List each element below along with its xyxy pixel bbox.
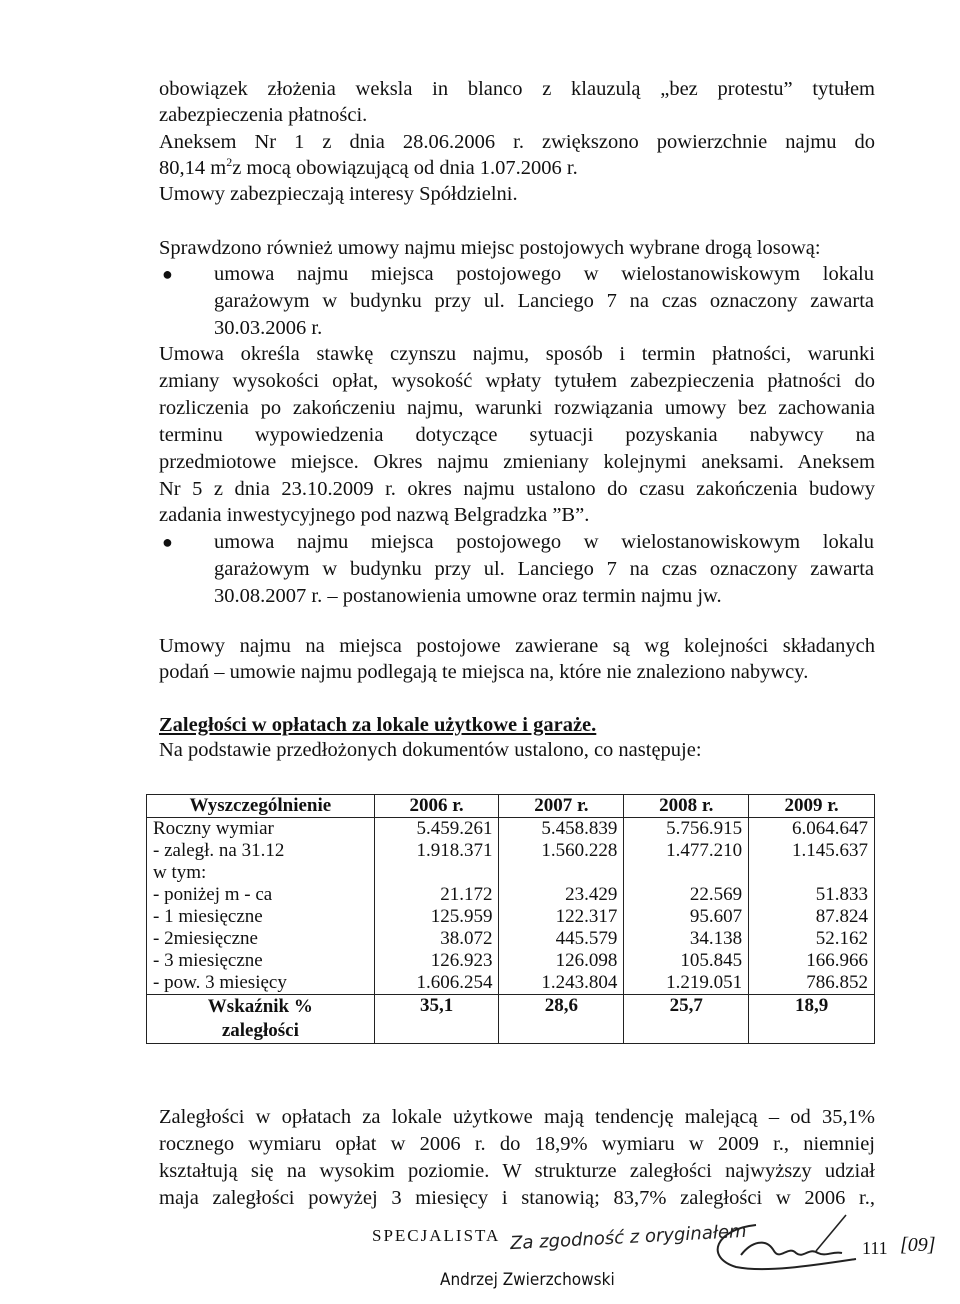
table-cell: 105.845 bbox=[624, 950, 749, 972]
check-intro: Sprawdzono również umowy najmu miejsc postojowych wybrane drogą losową: bbox=[159, 237, 821, 259]
table-header-cell: 2007 r. bbox=[499, 795, 624, 818]
area-value: 80,14 m bbox=[159, 157, 227, 179]
row-label: - zaległ. na 31.12 bbox=[147, 840, 375, 862]
table-cell: 21.172 bbox=[374, 884, 499, 906]
summary-line-4: maja zaległości powyżej 3 miesięcy i stanowią; 83,7% zaległości w 2006 r., bbox=[159, 1187, 875, 1209]
indicator-label-line-1: Wskaźnik % bbox=[207, 996, 313, 1017]
top-line-4 bbox=[159, 156, 578, 180]
arrears-heading: Zaległości w opłatach za lokale użytkowe i garaże. bbox=[159, 714, 597, 736]
table-cell: 122.317 bbox=[499, 906, 624, 928]
area-superscript: 2 bbox=[226, 155, 233, 170]
table-row bbox=[147, 950, 875, 972]
table-cell bbox=[749, 862, 875, 884]
table-cell: 5.756.915 bbox=[624, 818, 749, 841]
table-cell: 6.064.647 bbox=[749, 818, 875, 841]
arrears-intro: Na podstawie przedłożonych dokumentów ustalono, co następuje: bbox=[159, 739, 702, 761]
top-line-3: Aneksem Nr 1 z dnia 28.06.2006 r. zwiększono powierzchnie najmu do bbox=[159, 131, 875, 153]
summary-line-2: rocznego wymiaru opłat w 2006 r. do 18,9% wymiaru w 2009 r., niemniej bbox=[159, 1133, 875, 1155]
row-label: - 1 miesięczne bbox=[147, 906, 375, 928]
table-row bbox=[147, 818, 875, 841]
table-cell: 5.459.261 bbox=[374, 818, 499, 841]
table-cell bbox=[374, 862, 499, 884]
table-cell: 126.923 bbox=[374, 950, 499, 972]
table-row bbox=[147, 928, 875, 950]
stamp-name: Andrzej Zwierzchowski bbox=[440, 1270, 615, 1290]
contract-desc-line-3: rozliczenia po zakończeniu najmu, warunki rozwiązania umowy bez zachowania bbox=[159, 397, 875, 419]
row-label: - poniżej m - ca bbox=[147, 884, 375, 906]
bullet-2-line-3: 30.08.2007 r. – postanowienia umowne oraz termin najmu jw. bbox=[214, 585, 722, 607]
indicator-cell: 28,6 bbox=[499, 995, 624, 1044]
table-cell: 34.138 bbox=[624, 928, 749, 950]
table-row bbox=[147, 884, 875, 906]
bullet-1-line-2: garażowym w budynku przy ul. Lanciego 7 na czas oznaczony zawarta bbox=[214, 290, 874, 312]
table-cell: 5.458.839 bbox=[499, 818, 624, 841]
row-label: - pow. 3 miesięcy bbox=[147, 972, 375, 995]
bullet-1-icon: ● bbox=[162, 264, 173, 284]
contract-desc-line-6: Nr 5 z dnia 23.10.2009 r. okres najmu ustalono do czasu zakończenia budowy bbox=[159, 478, 875, 500]
contract-desc-line-2: zmiany wysokości opłat, wysokość wpłaty tytułem zabezpieczenia płatności do bbox=[159, 370, 875, 392]
table-cell: 51.833 bbox=[749, 884, 875, 906]
top-line-1: obowiązek złożenia weksla in blanco z klauzulą „bez protestu” tytułem bbox=[159, 78, 875, 100]
table-cell: 786.852 bbox=[749, 972, 875, 995]
table-cell: 38.072 bbox=[374, 928, 499, 950]
summary-line-1: Zaległości w opłatach za lokale użytkowe mają tendencję malejącą – od 35,1% bbox=[159, 1106, 875, 1128]
table-cell bbox=[499, 862, 624, 884]
indicator-label bbox=[147, 995, 375, 1044]
indicator-cell: 25,7 bbox=[624, 995, 749, 1044]
bullet-2-icon: ● bbox=[162, 532, 173, 552]
table-cell: 1.477.210 bbox=[624, 840, 749, 862]
stamp-title: SPECJALISTA bbox=[372, 1226, 501, 1245]
table-cell: 1.219.051 bbox=[624, 972, 749, 995]
table-cell: 1.145.637 bbox=[749, 840, 875, 862]
indicator-label-line-2: zaległości bbox=[221, 1020, 299, 1041]
indicator-cell: 35,1 bbox=[374, 995, 499, 1044]
table-cell: 1.560.228 bbox=[499, 840, 624, 862]
table-cell: 87.824 bbox=[749, 906, 875, 928]
indicator-cell: 18,9 bbox=[749, 995, 875, 1044]
table-cell: 1.243.804 bbox=[499, 972, 624, 995]
page-number: 111 bbox=[862, 1238, 888, 1258]
table-header-cell: 2006 r. bbox=[374, 795, 499, 818]
contract-desc-line-5: przedmiotowe miejsce. Okres najmu zmieniany kolejnymi aneksami. Aneksem bbox=[159, 451, 875, 473]
order-line-1: Umowy najmu na miejsca postojowe zawierane są wg kolejności składanych bbox=[159, 635, 875, 657]
row-label: - 2miesięczne bbox=[147, 928, 375, 950]
table-cell: 445.579 bbox=[499, 928, 624, 950]
contract-desc-line-4: terminu wypowiedzenia dotyczące sytuacji pozyskania nabywcy na bbox=[159, 424, 875, 446]
top-line-5: Umowy zabezpieczają interesy Spółdzielni. bbox=[159, 183, 518, 205]
summary-line-3: kształtują się na wysokim poziomie. W strukturze zaległości najwyższy udział bbox=[159, 1160, 875, 1182]
table-cell: 166.966 bbox=[749, 950, 875, 972]
table-cell: 52.162 bbox=[749, 928, 875, 950]
table-row bbox=[147, 972, 875, 995]
table-cell: 95.607 bbox=[624, 906, 749, 928]
top-line-2: zabezpieczenia płatności. bbox=[159, 104, 368, 126]
table-row bbox=[147, 840, 875, 862]
table-cell: 125.959 bbox=[374, 906, 499, 928]
table-cell: 23.429 bbox=[499, 884, 624, 906]
contract-desc-line-1: Umowa określa stawkę czynszu najmu, sposób i termin płatności, warunki bbox=[159, 343, 875, 365]
table-cell: 22.569 bbox=[624, 884, 749, 906]
row-label: Roczny wymiar bbox=[147, 818, 375, 841]
contract-desc-line-7: zadania inwestycyjnego pod nazwą Belgradzka ”B”. bbox=[159, 504, 590, 526]
table-cell bbox=[624, 862, 749, 884]
bullet-1-line-3: 30.03.2006 r. bbox=[214, 317, 323, 339]
table-header-row bbox=[147, 795, 875, 818]
table-row bbox=[147, 862, 875, 884]
handwritten-mark: [09] bbox=[900, 1234, 936, 1256]
row-label: w tym: bbox=[147, 862, 375, 884]
bullet-1-line-1: umowa najmu miejsca postojowego w wielostanowiskowym lokalu bbox=[214, 263, 874, 285]
order-line-2: podań – umowie najmu podlegają te miejsca na, które nie znaleziono nabywcy. bbox=[159, 661, 809, 683]
table-header-cell: 2009 r. bbox=[749, 795, 875, 818]
table-cell: 126.098 bbox=[499, 950, 624, 972]
signature-icon bbox=[696, 1207, 866, 1277]
table-cell: 1.918.371 bbox=[374, 840, 499, 862]
indicator-row bbox=[147, 995, 875, 1044]
bullet-2-line-1: umowa najmu miejsca postojowego w wielostanowiskowym lokalu bbox=[214, 531, 874, 553]
bullet-2-line-2: garażowym w budynku przy ul. Lanciego 7 na czas oznaczony zawarta bbox=[214, 558, 874, 580]
table-row bbox=[147, 906, 875, 928]
area-effective-date: z mocą obowiązującą od dnia 1.07.2006 r. bbox=[232, 157, 578, 179]
table-cell: 1.606.254 bbox=[374, 972, 499, 995]
stamp-conformity: Za zgodność z oryginałem bbox=[509, 1220, 748, 1255]
arrears-table bbox=[146, 794, 875, 1044]
table-header-cell: Wyszczególnienie bbox=[147, 795, 375, 818]
row-label: - 3 miesięczne bbox=[147, 950, 375, 972]
table-header-cell: 2008 r. bbox=[624, 795, 749, 818]
